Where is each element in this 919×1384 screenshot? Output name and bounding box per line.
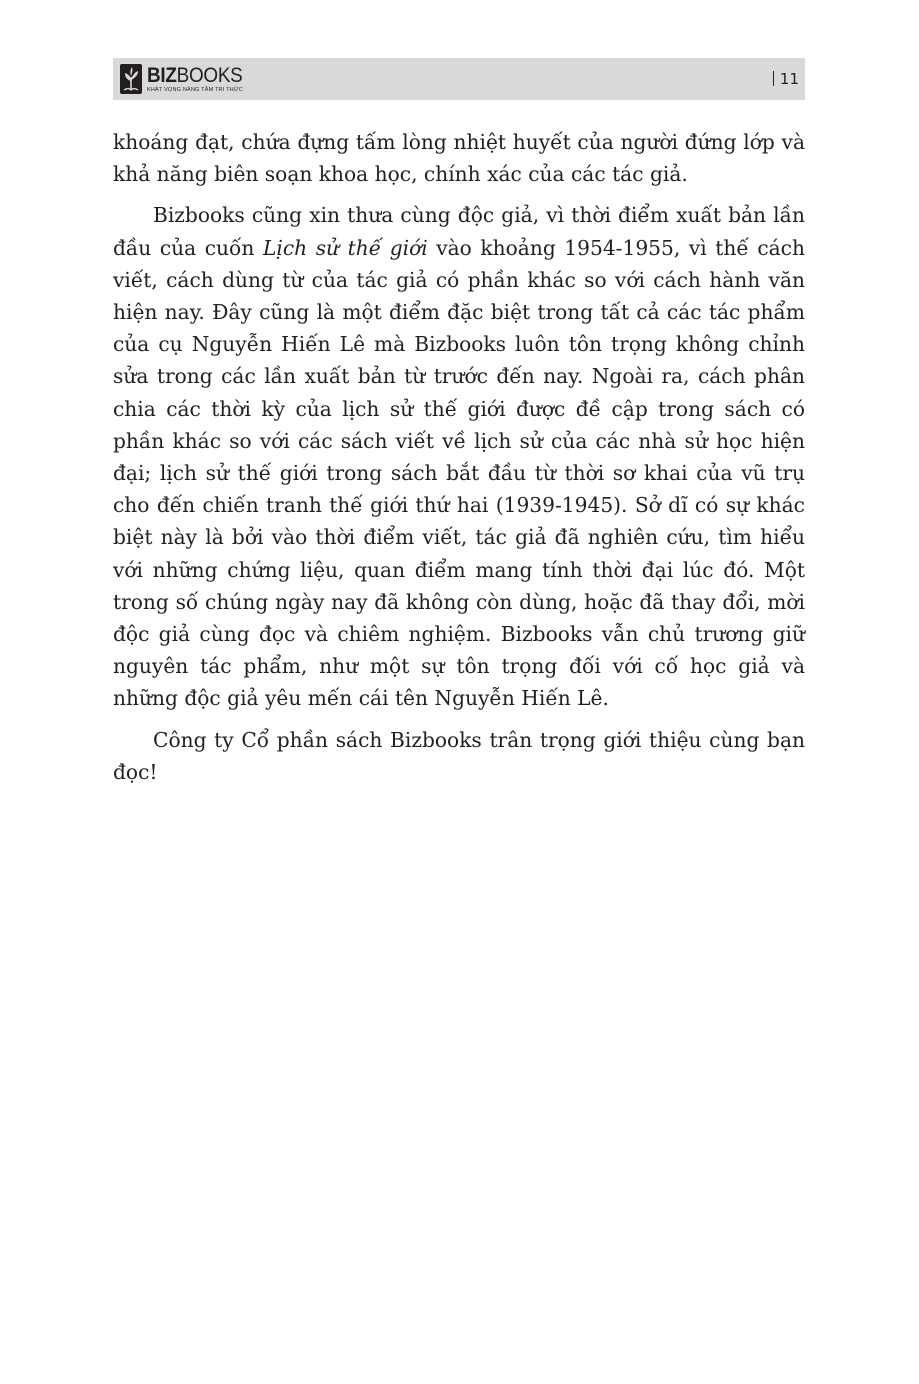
paragraph-2 — [113, 199, 805, 714]
paragraph-2-text-after: vào khoảng 1954-1955, vì thế cách viết, cách dùng từ của tác giả có phần khác so với cách hành văn hiện nay. Đây cũng là một điểm đặc biệt trong tất cả các tác phẩm của cụ Nguyễn Hiến Lê mà Bizbooks luôn tôn trọng không chỉnh sửa trong các lần xuất bản từ trước đến nay. Ngoài ra, cách phân chia các thời kỳ của lịch sử thế giới được đề cập trong sách có phần khác so với các sách viết về lịch sử của các nhà sử học hiện đại; lịch sử thế giới trong sách bắt đầu từ thời sơ khai của vũ trụ cho đến chiến tranh thế giới thứ hai (1939-1945). Sở dĩ có sự khác biệt này là bởi vào thời điểm viết, tác giả đã nghiên cứu, tìm hiểu với những chứng liệu, quan điểm mang tính thời đại lúc đó. Một trong số chúng ngày nay đã không còn dùng, hoặc đã thay đổi, mời độc giả cùng đọc và chiêm nghiệm. Bizbooks vẫn chủ trương giữ nguyên tác phẩm, như một sự tôn trọng đối với cố học giả và những độc giả yêu mến cái tên Nguyễn Hiến Lê. — [113, 235, 805, 711]
bizbooks-logo — [119, 62, 253, 96]
book-title-italic: Lịch sử thế giới — [262, 235, 428, 260]
paragraph-2-text-before: Bizbooks cũng xin thưa cùng độc giả, vì thời điểm xuất bản lần đầu của cuốn — [113, 203, 805, 260]
book-tree-icon — [119, 63, 143, 95]
paragraph-1: khoáng đạt, chứa đựng tấm lòng nhiệt huyết của người đứng lớp và khả năng biên soạn khoa học, chính xác của các tác giả. — [113, 130, 805, 187]
logo-brand-rest: BOOKS — [176, 63, 243, 87]
logo-tagline: KHÁT VỌNG NÂNG TẦM TRI THỨC — [147, 86, 243, 93]
page-number-divider — [773, 71, 774, 86]
page-number-value: 11 — [779, 70, 799, 88]
paragraph-3: Công ty Cổ phần sách Bizbooks trân trọng giới thiệu cùng bạn đọc! — [113, 727, 805, 784]
page-body — [113, 126, 805, 788]
page-header — [113, 58, 805, 100]
logo-brand-name — [147, 65, 243, 86]
logo-brand-bold: BIZ — [147, 63, 177, 87]
page-number — [773, 70, 799, 88]
